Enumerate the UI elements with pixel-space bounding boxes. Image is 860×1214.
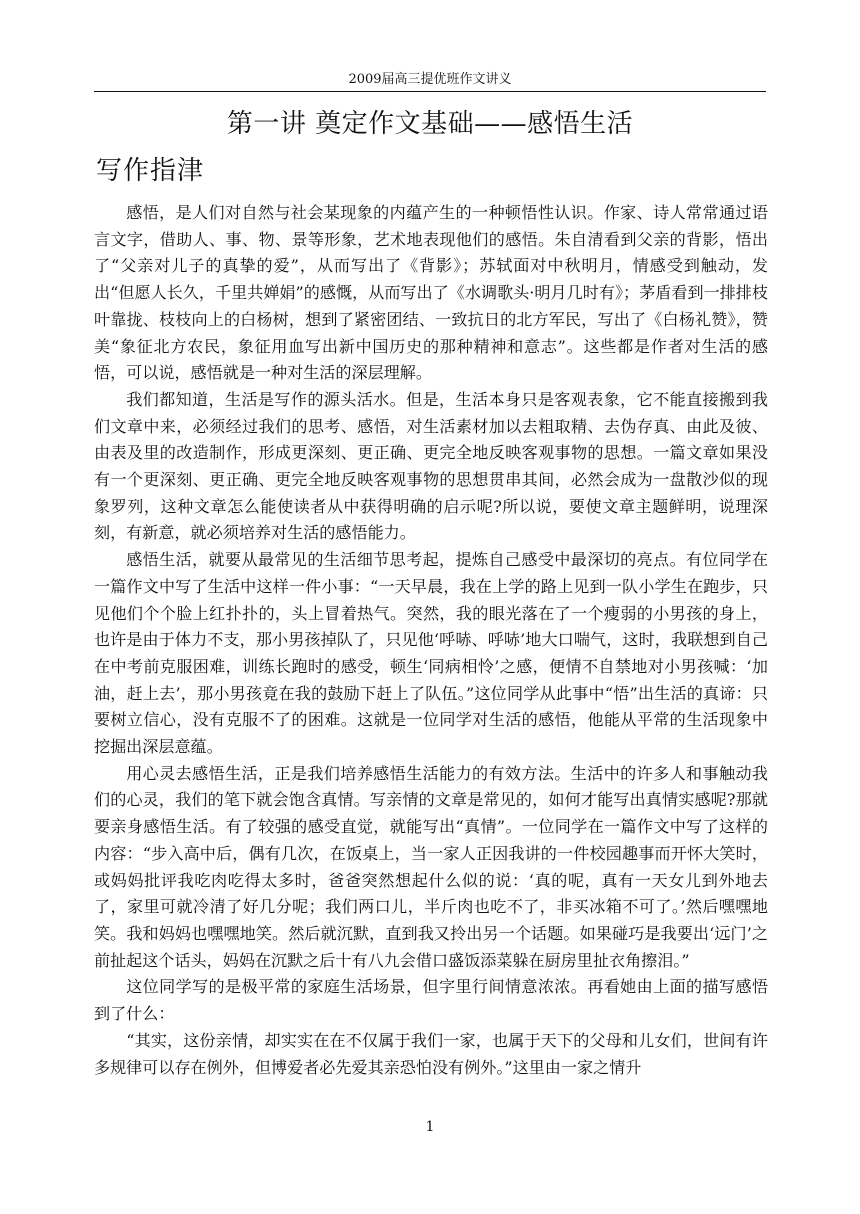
paragraph: 这位同学写的是极平常的家庭生活场景，但字里行间情意浓浓。再看她由上面的描写感悟到了什么： bbox=[94, 977, 768, 1024]
paragraph: 用心灵去感悟生活，正是我们培养感悟生活能力的有效方法。生活中的许多人和事触动我们的心灵，我们的笔下就会饱含真情。写亲情的文章是常见的，如何才能写出真情实感呢?那就要亲身感悟生活。有了较强的感受直觉，就能写出“真情”。一位同学在一篇作文中写了这样的内容：“步入高中后，偶有几次，在饭桌上，当一家人正因我讲的一件校园趣事而开怀大笑时，或妈妈批评我吃肉吃得太多时，爸爸突然想起什么似的说：‘真的呢，真有一天女儿到外地去了，家里可就冷清了好几分呢；我们两口儿，半斤肉也吃不了，非买冰箱不可了。’然后嘿嘿地笑。我和妈妈也嘿嘿地笑。然后就沉默，直到我又拎出另一个话题。如果碰巧是我要出‘远门’之前扯起这个话头，妈妈在沉默之后十有八九会借口盛饭添菜躲在厨房里扯衣角擦泪。” bbox=[94, 763, 768, 970]
paragraph: 我们都知道，生活是写作的源头活水。但是，生活本身只是客观表象，它不能直接搬到我们文章中来，必须经过我们的思考、感悟，对生活素材加以去粗取精、去伪存真、由此及彼、由表及里的改造制作，形成更深刻、更正确、更完全地反映客观事物的思想。一篇文章如果没有一个更深刻、更正确、更完全地反映客观事物的思想贯串其间，必然会成为一盘散沙似的现象罗列，这种文章怎么能使读者从中获得明确的启示呢?所以说，要使文章主题鲜明，说理深刻，有新意，就必须培养对生活的感悟能力。 bbox=[94, 389, 768, 543]
body-text bbox=[94, 200, 768, 1081]
header-divider bbox=[94, 91, 766, 92]
lecture-title: 第一讲 奠定作文基础——感悟生活 bbox=[226, 109, 634, 139]
section-heading: 写作指津 bbox=[96, 156, 205, 186]
page-number: 1 bbox=[425, 1119, 435, 1135]
paragraph: 感悟生活，就要从最常见的生活细节思考起，提炼自己感受中最深切的亮点。有位同学在一篇作文中写了生活中这样一件小事：“一天早晨，我在上学的路上见到一队小学生在跑步，只见他们个个脸上红扑扑的，头上冒着热气。突然，我的眼光落在了一个瘦弱的小男孩的身上，也许是由于体力不支，那小男孩掉队了，只见他‘呼哧、呼哧’地大口喘气，这时，我联想到自己在中考前克服困难，训练长跑时的感受，顿生‘同病相怜’之感，便情不自禁地对小男孩喊：‘加油，赶上去’，那小男孩竟在我的鼓励下赶上了队伍。”这位同学从此事中“悟”出生活的真谛：只要树立信心，没有克服不了的困难。这就是一位同学对生活的感悟，他能从平常的生活现象中挖掘出深层意蕴。 bbox=[94, 550, 768, 757]
running-header: 2009届高三提优班作文讲义 bbox=[348, 72, 512, 87]
paragraph: 感悟，是人们对自然与社会某现象的内蕴产生的一种顿悟性认识。作家、诗人常常通过语言文字，借助人、事、物、景等形象，艺术地表现他们的感悟。朱自清看到父亲的背影，悟出了“父亲对儿子的真挚的爱”，从而写出了《背影》；苏轼面对中秋明月，情感受到触动，发出“但愿人长久，千里共婵娟”的感慨，从而写出了《水调歌头·明月几时有》；茅盾看到一排排枝叶靠拢、枝枝向上的白杨树，想到了紧密团结、一致抗日的北方军民，写出了《白杨礼赞》，赞美“象征北方农民，象征用血写出新中国历史的那种精神和意志”。这些都是作者对生活的感悟，可以说，感悟就是一种对生活的深层理解。 bbox=[94, 203, 768, 383]
paragraph: “其实，这份亲情，却实实在在不仅属于我们一家，也属于天下的父母和儿女们，世间有许多规律可以存在例外，但博爱者必先爱其亲恐怕没有例外。”这里由一家之情升 bbox=[94, 1030, 768, 1077]
